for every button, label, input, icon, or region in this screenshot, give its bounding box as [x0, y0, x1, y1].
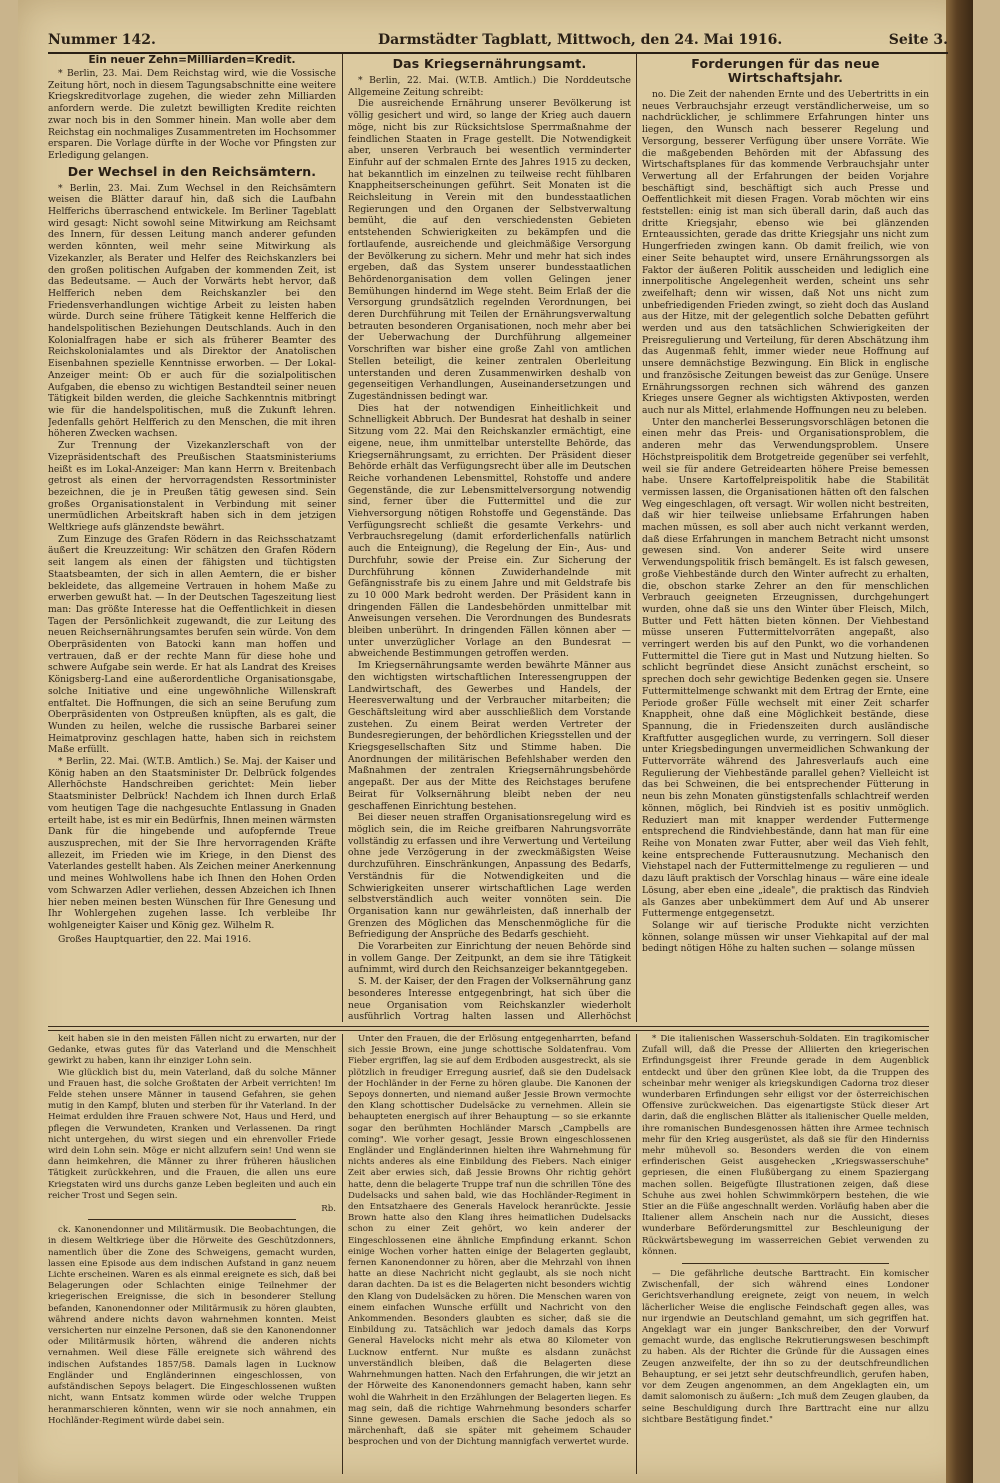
article-paragraph: keit haben sie in den meisten Fällen nicht zu erwarten, nur der Gedanke, etwas gutes für das Vaterland und die Menschheit gewirkt zu haben, kann ihr einziger Lohn sein. — [48, 1034, 336, 1067]
article-paragraph: no. Die Zeit der nahenden Ernte und des Uebertritts in ein neues Verbrauchsjahr erzeugt verständlicherweise, um so nachdrücklicher, je schlimmere Erfahrungen hinter uns liegen, den Wunsch nach besserer Regelung und Versorgung, besserer Verfügung über unsere Vorräte. Wie die maßgebenden Behörden mit der Abfassung des Wirtschaftsplanes für das kommende Verbrauchsjahr unter Verwertung all der Erfahrungen der beiden Vorjahre beschäftigt sind, beschäftigt sich auch Presse und Oeffentlichkeit mit diesen Fragen. Vorab möchten wir eins feststellen: einig ist man sich überall darin, daß auch das dritte Kriegsjahr, ebenso wie bei glänzenden Ernteaussichten, gerade das dritte Kriegsjahr uns nicht zum Hungerfrieden zwingen kann. Ob damit freilich, wie von einer Seite behauptet wird, unsere Ernährungssorgen als Faktor der äußeren Politik ausscheiden und lediglich eine innerpolitische Angelegenheit werden, scheint uns sehr zweifelhaft; denn wir wissen, daß Not uns nicht zum unbefriedigenden Frieden zwingt, so zieht doch das Ausland aus der Hitze, mit der gelegentlich solche Debatten geführt werden und aus den tatsächlichen Schwierigkeiten der Preisregulierung und Verteilung, für deren Abschätzung ihm das Augenmaß fehlt, immer wieder neue Hoffnung auf unsere demnächstige Bezwingung. Ein Blick in englische und französische Zeitungen beweist das zur Genüge. Unsere Ernährungssorgen rechnen sich während des ganzen Krieges unsere Gegner als wichtigsten Aktivposten, werden auch nur als Mittel, erlahmende Hoffnungen neu zu beleben. — [642, 89, 929, 416]
article-headline: Das Kriegsernährungsamt. — [392, 56, 587, 71]
lower-column-1 — [48, 1034, 336, 1474]
article-paragraph: * Berlin, 22. Mai. (W.T.B. Amtlich.) Se. Maj. der Kaiser und König haben an den Staatsminister Dr. Delbrück folgendes Allerhöchste Handschreiben gerichtet: Mein lieber Staatsminister Delbrück! Nachdem ich Ihnen durch Erlaß vom heutigen Tage die nachgesuchte Entlassung in Gnaden erteilt habe, ist es mir ein Bedürfnis, Ihnen meinen wärmsten Dank für die hingebende und aufopfernde Treue auszusprechen, mit der Sie Ihre hervorragenden Kräfte allezeit, im Frieden wie im Kriege, in den Dienst des Vaterlandes gestellt haben. Als Zeichen meiner Anerkennung und meines Wohlwollens habe ich Ihnen den Hohen Orden vom Schwarzen Adler verliehen, dessen Abzeichen ich Ihnen hier neben meinen besten Wünschen für Ihre Genesung und Ihr Wohlergehen zugehen lasse. Ich verbleibe Ihr wohlgeneigter Kaiser und König gez. Wilhelm R. — [48, 756, 336, 931]
newspaper-page — [18, 0, 973, 1483]
article-divider — [682, 1263, 889, 1264]
column-rule — [636, 1034, 637, 1474]
article-paragraph: Bei dieser neuen straffen Organisationsregelung wird es möglich sein, die im Reiche greifbaren Nahrungsvorräte vollständig zu erfassen und ihre Verwertung und Verteilung ohne jede Verzögerung in der zweckmäßigsten Weise durchzuführen. Einschränkungen, Anpassung des Bedarfs, Verständnis für die Notwendigkeiten und die Schwierigkeiten unserer wirtschaftlichen Lage werden selbstverständlich auch weiter vonnöten sein. Die Organisation kann nur gewährleisten, daß innerhalb der Grenzen des Möglichen das Menschenmögliche für die Befriedigung der Ansprüche des Bedarfs geschieht. — [348, 812, 631, 941]
issue-number: Nummer 142. — [48, 32, 156, 48]
article-paragraph: Zur Trennung der Vizekanzlerschaft von der Vizepräsidentschaft des Preußischen Staatsministeriums heißt es im Lokal-Anzeiger: Man kann Herrn v. Breitenbach getrost als einen der hervorragendsten Ressortminister bezeichnen, die je in Preußen tätig gewesen sind. Sein großes Organisationstalent in Verbindung mit seiner unermüdlichen Arbeitskraft haben sich in dem jetzigen Weltkriege aufs glänzendste bewährt. — [48, 440, 336, 534]
article-paragraph: Unter den mancherlei Besserungsvorschlägen betonen die einen mehr das Preis- und Organisationsproblem, die anderen mehr das Verwendungsproblem. Unsere Höchstpreispolitik dem Brotgetreide gegenüber sei verfehlt, weil sie für andere Getreidearten höhere Preise bemessen habe. Unsere Kartoffelpreispolitik habe die Stabilität vermissen lassen, die Organisationen hätten oft den falschen Weg eingeschlagen, oft versagt. Wir wollen nicht bestreiten, daß wir hier teilweise unliebsame Erfahrungen haben machen müssen, es soll aber auch nicht verkannt werden, daß diese Erfahrungen in manchem Betracht nicht umsonst gewesen sind. Von anderer Seite wird unsere Verwendungspolitik frisch bemängelt. Es ist falsch gewesen, große Viehbestände durch den Winter aufrecht zu erhalten, die, obschon starke Zehrer an den für menschlichen Verbrauch geeigneten Erzeugnissen, durchgehungert wurden, ohne daß sie uns den Winter über Fleisch, Milch, Butter und Fett hätten bieten können. Der Viehbestand müsse unseren Futtermittelvorräten angepaßt, also verringert werden bis auf den Punkt, wo die vorhandenen Futtermittel die Tiere gut in Mast und Nutzung hielten. So schlicht begründet diese Ansicht zunächst erscheint, so sprechen doch sehr gewichtige Bedenken gegen sie. Unsere Futtermittelmenge schwankt mit dem Ertrag der Ernte, eine Periode großer Fülle wechselt mit einer Zeit scharfer Knappheit, ohne daß eine Möglichkeit bestände, diese Spannung, die in Friedenszeiten durch ausländische Kraftfutter ausgeglichen wurde, zu verringern. Soll dieser unter Kriegsbedingungen unvermeidlichen Schwankung der Futtervorräte während des Jahresverlaufs auch eine Regulierung der Viehbestände parallel gehen? Vielleicht ist das bei Schweinen, die bei entsprechender Fütterung in neun bis zehn Monaten günstigstenfalls schlachtreif werden können, möglich, bei Rindvieh ist es positiv unmöglich. Reduziert man mit knapper werdender Futtermenge entsprechend die Rindviehbestände, dann hat man für eine Reihe von Monaten zwar Futter, aber weil das Vieh fehlt, keine entsprechende Futterausnutzung. Mechanisch den Viehstapel nach der Futtermittelmenge zu regulieren — und dazu läuft praktisch der Vorschlag hinaus — wäre eine ideale Lösung, aber eben eine „ideale", die praktisch das Rindvieh als Ganzes aber unbekümmert dem Auf und Ab unserer Futtermenge entgegensetzt. — [642, 416, 929, 920]
article-paragraph: — Die gefährliche deutsche Barttracht. Ein komischer Zwischenfall, der sich während eines Londoner Gerichtsverhandlung ereignete, zeigt von neuem, in welch lächerlicher Weise die englische Feindschaft gegen alles, was nur irgendwie an Deutschland gemahnt, um sich gegriffen hat. Angeklagt war ein junger Bankschreiber, den der Vorwurf gemacht wurde, das englische Rekrutierungswesen beschimpft zu haben. Als der Richter die Gründe für die Aussagen eines Zeugen anzweifelte, der ihn so zu der deutschfreundlichen Behauptung, er sei jetzt sehr deutschfreundlich, gerufen haben, vor dem Zeugen angenommen, an dem Angeklagten ein, um damit salomonisch zu äußern: „Ich muß dem Zeugen glauben, da seine Beschuldigung durch Ihre Barttracht eine nur allzu sichtbare Bestätigung findet." — [642, 1269, 929, 1425]
article-paragraph: * Berlin, 23. Mai. Dem Reichstag wird, wie die Vossische Zeitung hört, noch in diesem Tagungsabschnitte eine weitere Kriegskreditvorlage zugehen, die wieder zehn Milliarden anfordern werde. Die zuletzt bewilligten Kredite reichten zwar noch bis in den Sommer hinein. Man wolle aber dem Reichstag ein nochmaliges Zusammentreten im Hochsommer ersparen. Die Vorlage dürfte in der Woche vor Pfingsten zur Erledigung gelangen. — [48, 68, 336, 161]
article-paragraph: Wie glücklich bist du, mein Vaterland, daß du solche Männer und Frauen hast, die solche Großtaten der Arbeit verrichten! Im Felde stehen unsere Männer in tausend Gefahren, sie gehen mutig in den Kampf, bluten und sterben für ihr Vaterland. In der Heimat erdulden ihre Frauen schwere Not, Haus und Herd, und pflegen die Verwundeten, Kranken und Verlassenen. Da ringt nicht untergehen, du wirst siegen und ein ehrenvoller Friede wird dein Lohn sein. Möge er nicht allzufern sein! Und wenn sie dann heimkehren, die Männer zu ihrer früheren häuslichen Tätigkeit zurückkehren, und die Frauen, die allen uns eure Kriegstaten wird uns durchs ganze Leben begleiten und auch ein reicher Trost und Segen sein. — [48, 1067, 336, 1201]
book-binding — [946, 0, 973, 1483]
feuilleton-divider — [48, 1026, 929, 1031]
article-paragraph: Die Vorarbeiten zur Einrichtung der neuen Behörde sind in vollem Gange. Der Zeitpunkt, an dem sie ihre Tätigkeit aufnimmt, wird durch den Reichsanzeiger bekanntgegeben. — [348, 941, 631, 976]
masthead — [48, 30, 948, 54]
article-headline: Ein neuer Zehn=Milliarden=Kredit. — [88, 54, 296, 66]
page-number: Seite 3. — [888, 32, 948, 48]
dateline: Großes Hauptquartier, den 22. Mai 1916. — [58, 933, 252, 945]
article-paragraph: * Die italienischen Wasserschuh-Soldaten. Ein tragikomischer Zufall will, daß die Presse der Alliierten den kriegerischen Erfindungsgeist ihrer Freunde gerade in dem Augenblick entdeckt und über den grünen Klee lobt, da die Truppen des scheinbar mehr weniger als kriegskundigen Cadorna troz dieser wunderbaren Erfindungen sehr eiligst vor der österreichischen Offensive zurückweichen. Das eigenartigste Stück dieser Art darin, daß die englischen Blätter als italienischer Quelle melden, ihre romanischen Bundesgenossen hätten ihre Armee technisch mehr für den Krieg ausgerüstet, als daß sie für den Hinderniss mehr mühevoll so. Besonders werden die von einem erfinderischen Geist ausgehecken „Kriegswasserschuhe" gepriesen, die einen Flußübergang zu einem Spaziergang machen sollen. Beigefügte Illustrationen zeigen, daß diese Schuhe aus zwei hohlen Schwimmkörpern bestehen, die wie Stier an die Füße angeschnallt werden. Vorläufig haben aber die Italiener allem Anschein nach nur die Aussicht, dieses wunderbare Beförderungsmittel zur Beschleunigung der Rückwärtsbewegung im wasserreichen Gebiet verwenden zu können. — [642, 1034, 929, 1257]
article-paragraph: Im Kriegsernährungsamte werden bewährte Männer aus den wichtigsten wirtschaftlichen Interessengruppen der Landwirtschaft, des Gewerbes und Handels, der Heeresverwaltung und der Verbraucher mitarbeiten; die Geschäftsleitung wird aber ausschließlich dem Vorstande zustehen. Zu einem Beirat werden Vertreter der Bundesregierungen, der behördlichen Kriegsstellen und der Kriegsgesellschaften Sitz und Stimme haben. Die Anordnungen der militärischen Befehlshaber werden den Maßnahmen der zentralen Kriegsernährungsbehörde angepaßt. Der aus der Mitte des Reichstages berufene Beirat für Volksernährung bleibt neben der neu geschaffenen Einrichtung bestehen. — [348, 660, 631, 812]
column-rule — [342, 54, 343, 1022]
newspaper-title: Darmstädter Tagblatt, Mittwoch, den 24. Mai 1916. — [378, 32, 783, 48]
column-rule — [342, 1034, 343, 1474]
article-paragraph: * Berlin, 23. Mai. Zum Wechsel in den Reichsämtern weisen die Blätter darauf hin, daß sich die Laufbahn Helfferichs überraschend entwickele. Im Berliner Tageblatt wird gesagt: Nicht sowohl seine Mitwirkung am Reichsamt des Innern, für dessen Leitung manch anderer gefunden werden könnten, weil mehr seine Mitwirkung als Vizekanzler, als Berater und Helfer des Reichskanzlers bei den großen politischen Aufgaben der kommenden Zeit, ist das Bedeutsame. — Auch der Vorwärts hebt hervor, daß Helfferich neben dem Reichskanzler bei den Friedensverhandlungen wichtige Arbeit zu leisten haben würde. Durch seine frühere Tätigkeit kenne Helfferich die handelspolitischen Beziehungen Deutschlands. Auch in den Kolonialfragen habe er sich als früherer Beamter des Reichskolonialamtes und als Direktor der Anatolischen Eisenbahnen spezielle Kenntnisse erworben. — Der Lokal-Anzeiger meint: Ob er auch für die sozialpolitischen Aufgaben, die ebenso zu wichtigen Bestandteil seiner neuen Tätigkeit bilden werden, die gleiche Sachkenntnis mitbringt wie für die handelspolitischen, muß die Zukunft lehren. Jedenfalls gehört Helfferich zu den Menschen, die mit ihren höheren Zwecken wachsen. — [48, 182, 336, 440]
article-paragraph: Unter den Frauen, die der Erlösung entgegenharrten, befand sich Jessie Brown, eine junge schottische Soldatenfrau. Vom Fieber ergriffen, lag sie auf dem Erdboden ausgestreckt, als sie plötzlich in freudiger Erregung ausrief, daß sie den Dudelsack der Hochländer in der Ferne zu hören glaube. Die Kanonen der Sepoys donnerten, und niemand außer Jessie Brown vermochte den Klang schottischer Dudelsäcke zu vernehmen. Allein sie behaupteten energisch auf ihrer Behauptung — so sie erkannte sogar den berühmten Hochländer Marsch „Campbells are coming". Wie vorher gesagt, Jessie Brown eingeschlossenen Engländer und Engländerinnen hielten ihre Wahrnehmung für nichts anderes als eine Einbildung des Fiebers. Nach einiger Zeit aber erwies sich, daß Jessie Browns Ohr richtig gehört hatte, denn die belagerte Truppe traf nun die schrillen Töne des Dudelsacks und sahen bald, wie das Hochländer-Regiment in den Entsatzhaere des Generals Havelock heranrückte. Jessie Brown hatte also den Klang ihres heimatlichen Dudelsacks schon zu einer Zeit gehört, wo kein anderer der Eingeschlossenen eine ähnliche Empfindung erkannt. Schon einige Wochen vorher hatten einige der Belagerten geglaubt, fernen Kanonendonner zu hören, aber die Mehrzahl von ihnen hatte an diese Nachricht nicht geglaubt, als sie noch nicht daran dachten. Da ist es die Belagerten nicht besonders wichtig den Klang von Dudelsäcken zu hören. Die Menschen waren von einem einfachen Wunsche erfüllt und Nachricht von den Ankommenden. Besonders glaubten es sicher, daß sie die Einbildung zu. Tatsächlich war jedoch damals das Korps General Havelocks nicht mehr als etwa 80 Kilometer von Lucknow entfernt. Nur mußte es alsdann zunächst unverständlich bleiben, daß die Belagerten diese Wahrnehmungen hatten. Nach den Erfahrungen, die wir jetzt an der Hörweite des Kanonendonners gemacht haben, kann sehr wohl die Wahrheit in den Erzählungen der Belagerten liegen. Es mag sein, daß die richtige Wahrnehmung besonders scharfer Sinne gewesen. Damals erschien die Sache jedoch als so märchenhaft, daß sie später mit geheimem Schauder besprochen und von der Dichtung mannigfach verwertet wurde. — [348, 1034, 631, 1448]
author-signature: Rb. — [321, 1204, 336, 1215]
column-1 — [48, 54, 336, 1022]
article-paragraph: Dies hat der notwendigen Einheitlichkeit und Schnelligkeit Abbruch. Der Bundesrat hat deshalb in seiner Sitzung vom 22. Mai den Reichskanzler ermächtigt, eine eigene, neue, ihm unmittelbar unterstellte Behörde, das Kriegsernährungsamt, zu errichten. Der Präsident dieser Behörde erhält das Verfügungsrecht über alle im Deutschen Reiche vorhandenen Lebensmittel, Rohstoffe und andere Gegenstände, die zur Lebensmittelversorgung notwendig sind, ferner über die Futtermittel und die zur Viehversorgung nötigen Rohstoffe und Gegenstände. Das Verfügungsrecht schließt die gesamte Verkehrs- und Verbrauchsregelung (damit erforderlichenfalls natürlich auch die Enteignung), die Regelung der Ein-, Aus- und Durchfuhr, sowie der Preise ein. Zur Sicherung der Durchführung können Zuwiderhandelnde mit Gefängnisstrafe bis zu einem Jahre und mit Geldstrafe bis zu 10 000 Mark bedroht werden. Der Präsident kann in dringenden Fällen die Landesbehörden unmittelbar mit Anweisungen versehen. Die Verordnungen des Bundesrats bleiben unberührt. In dringenden Fällen können aber — unter unverzüglicher Vorlage an den Bundesrat — abweichende Bestimmungen getroffen werden. — [348, 402, 631, 660]
column-rule — [636, 54, 637, 1022]
article-paragraph: Solange wir auf tierische Produkte nicht verzichten können, solange müssen wir unser Viehkapital auf der mal bedingt nötigen Höhe zu halten suchen — solange müssen — [642, 919, 929, 955]
article-headline: Der Wechsel in den Reichsämtern. — [67, 163, 317, 179]
lower-column-2 — [348, 1034, 631, 1474]
column-2 — [348, 54, 631, 1022]
article-divider — [88, 1219, 296, 1220]
article-paragraph: * Berlin, 22. Mai. (W.T.B. Amtlich.) Die Norddeutsche Allgemeine Zeitung schreibt: — [348, 75, 631, 98]
article-paragraph: Die ausreichende Ernährung unserer Bevölkerung ist völlig gesichert und wird, so lange der Krieg auch dauern möge, nicht bis zur Rücksichtslose Sperrmaßnahme der feindlichen Staaten in Frage gestellt. Die Notwendigkeit aber, unseren Verbrauch bei wesentlich verminderter Einfuhr auf der schmalen Ernte des Jahres 1915 zu decken, hat bekanntlich im einzelnen zu teilweise recht fühlbaren Knappheitserscheinungen geführt. Seit Monaten ist die Reichsleitung in Verein mit den bundesstaatlichen Regierungen und den Organen der Selbstverwaltung bemüht, die auf den verschiedensten Gebieten entstehenden Schwierigkeiten zu bekämpfen und die fortlaufende, ausreichende und gleichmäßige Versorgung der Bevölkerung zu sichern. Mehr und mehr hat sich indes ergeben, daß das System unserer bundesstaatlichen Behördenorganisation dem vollen Gelingen jener Bemühungen hindernd im Wege steht. Beim Erlaß der die Versorgung grundsätzlich regelnden Verordnungen, bei deren Durchführung mit Teilen der Ernährungsverwaltung betrauten besonderen Organisationen, noch mehr aber bei der Ueberwachung der Durchführung allgemeiner Vorschriften war bisher eine große Zahl von amtlichen Stellen beteiligt, die keiner zentralen Oberleitung unterstanden und deren Zusammenwirken deshalb von gegenseitigen Verhandlungen, Auseinandersetzungen und Zugeständnissen bedingt war. — [348, 98, 631, 402]
column-3 — [642, 54, 929, 1022]
article-headline: Forderungen für das neue Wirtschaftsjahr. — [691, 56, 880, 85]
article-paragraph: S. M. der Kaiser, der den Fragen der Volksernährung ganz besonderes Interesse entgegenbringt, hat sich über die neue Organisation vom Reichskanzler wiederholt ausführlich Vortrag halten lassen und Allerhöchst — [348, 976, 631, 1022]
article-paragraph: ck. Kanonendonner und Militärmusik. Die Beobachtungen, die in diesem Weltkriege über die Hörweite des Geschützdonners, namentlich über die Zone des Schweigens, gemacht wurden, lassen eine Episode aus dem indischen Aufstand in ganz neuem Lichte erscheinen. Waren es als einmal ereignete es sich, daß bei Belagerungen oder Schlachten einige Teilnehmer der kriegerischen Ereignisse, die sich in besonderer Stellung befanden, Kanonendonner oder Militärmusik zu hören glaubten, während andere nichts davon wahrnehmen konnten. Meist versicherten nur einzelne Personen, daß sie den Kanonendonner oder Militärmusik hörten, während die anderen nichts vernahmen. Weil diese Fälle ereignete sich während des indischen Aufstandes 1857/58. Damals lagen in Lucknow Engländer und Engländerinnen eingeschlossen, von aufständischen Sepoys belagert. Die Eingeschlossenen wußten nicht, wann Entsatz kommen würde oder welche Truppen heranmarschieren könnten, wenn wir sie noch annahmen, ein Hochländer-Regiment würde dabei sein. — [48, 1225, 336, 1426]
article-paragraph: Zum Einzuge des Grafen Rödern in das Reichsschatzamt äußert die Kreuzzeitung: Wir schätzen den Grafen Rödern seit langem als einen der fähigsten und tüchtigsten Staatsbeamten, der sich in allen Aemtern, die er bisher bekleidete, das allgemeine Vertrauen in hohem Maße zu erwerben gewußt hat. — In der Deutschen Tageszeitung liest man: Das größte Interesse hat die Oeffentlichkeit in diesen Tagen der Persönlichkeit zugewandt, die zur Leitung des neuen Reichsernährungsamtes berufen sein würde. Von dem Oberpräsidenten von Batocki kann man hoffen und vertrauen, daß er der rechte Mann für diese hohe und schwere Aufgabe sein werde. Er hat als Landrat des Kreises Königsberg-Land eine außerordentliche Organisationsgabe, solche Initiative und eine ungewöhnliche Willenskraft entfaltet. Die Hoffnungen, die sich an seine Berufung zum Oberpräsidenten von Ostpreußen knüpften, als es galt, die Wunden zu heilen, welche die russische Barbarei seiner Heimatprovinz geschlagen hatte, haben sich in reichstem Maße erfüllt. — [48, 533, 336, 756]
lower-column-3 — [642, 1034, 929, 1474]
